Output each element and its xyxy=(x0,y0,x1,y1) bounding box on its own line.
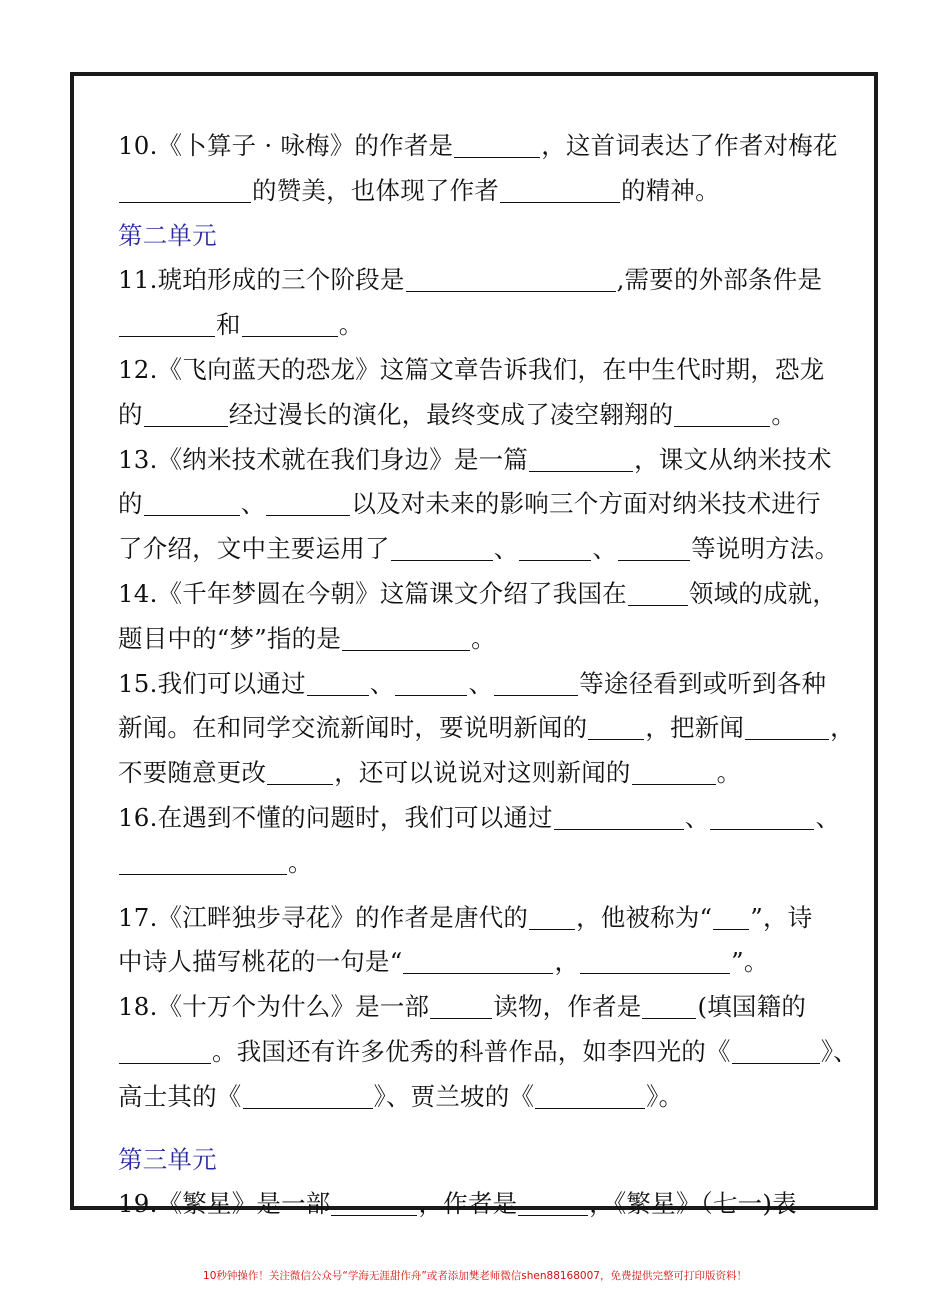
question-12-line-1: 12.《飞向蓝天的恐龙》这篇文章告诉我们，在中生代时期，恐龙 xyxy=(118,354,825,384)
answer-blank[interactable] xyxy=(395,671,467,696)
question-14-line-1: 14.《千年梦圆在今朝》这篇课文介绍了我国在 领域的成就， xyxy=(118,578,838,608)
question-18-line-2: 。我国还有许多优秀的科普作品，如李四光的《 》、 xyxy=(118,1030,833,1075)
question-18-line-1: 18.《十万个为什么》是一部 读物，作者是 (填国籍的 xyxy=(118,992,807,1022)
question-17-line-1: 17.《江畔独步寻花》的作者是唐代的 ，他被称为“ ”，诗 xyxy=(118,902,813,932)
question-13-line-3: 了介绍，文中主要运用了 、 、 等说明方法。 xyxy=(118,534,840,564)
answer-blank[interactable] xyxy=(674,402,770,427)
question-12-line-2: 的 经过漫长的演化，最终变成了凌空翱翔的 。 xyxy=(118,399,797,429)
answer-blank[interactable] xyxy=(119,178,251,203)
question-15-line-2: 新闻。在和同学交流新闻时，要说明新闻的 ，把新闻 ， xyxy=(118,713,855,743)
answer-blank[interactable] xyxy=(618,536,690,561)
answer-blank[interactable] xyxy=(243,1084,373,1109)
answer-blank[interactable] xyxy=(519,536,591,561)
question-13-line-1: 13.《纳米技术就在我们身边》是一篇 ，课文从纳米技术 xyxy=(118,444,832,474)
question-10-line-1: 10.《卜算子 · 咏梅》的作者是 ，这首词表达了作者对梅花 xyxy=(118,131,838,160)
question-18-line-3: 高士其的《 》、贾兰坡的《 》。 xyxy=(118,1081,684,1111)
spacer xyxy=(118,1120,833,1138)
answer-blank[interactable] xyxy=(119,312,215,337)
spacer xyxy=(118,886,833,896)
answer-blank[interactable] xyxy=(119,1039,211,1064)
answer-blank[interactable] xyxy=(580,949,730,974)
question-11-line-1: 11.琥珀形成的三个阶段是 ,需要的外部条件是 xyxy=(118,265,823,295)
answer-blank[interactable] xyxy=(454,133,540,158)
answer-blank[interactable] xyxy=(144,491,240,516)
question-16-line-1: 16.在遇到不懂的问题时，我们可以通过 、 、 xyxy=(118,802,841,832)
question-15-line-1: 15.我们可以通过 、 、 等途径看到或听到各种 xyxy=(118,668,827,698)
answer-blank[interactable] xyxy=(342,626,470,651)
answer-blank[interactable] xyxy=(554,805,684,830)
answer-blank[interactable] xyxy=(242,312,338,337)
answer-blank[interactable] xyxy=(144,402,228,427)
answer-blank[interactable] xyxy=(430,994,492,1019)
question-11-line-2: 和 。 xyxy=(118,303,833,348)
question-16-line-2: 。 xyxy=(118,841,833,886)
answer-blank[interactable] xyxy=(331,1191,417,1216)
question-17-line-2: 中诗人描写桃花的一句是“ ， ”。 xyxy=(118,947,769,977)
answer-blank[interactable] xyxy=(406,267,616,292)
answer-blank[interactable] xyxy=(628,581,688,606)
answer-blank[interactable] xyxy=(713,905,749,930)
answer-blank[interactable] xyxy=(535,1084,645,1109)
answer-blank[interactable] xyxy=(266,491,350,516)
answer-blank[interactable] xyxy=(588,715,644,740)
unit-3-heading: 第三单元 xyxy=(118,1144,217,1174)
question-15-line-3: 不要随意更改 ，还可以说说对这则新闻的 。 xyxy=(118,758,742,788)
answer-blank[interactable] xyxy=(403,949,553,974)
answer-blank[interactable] xyxy=(494,671,578,696)
unit-2-heading: 第二单元 xyxy=(118,220,217,250)
answer-blank[interactable] xyxy=(500,178,620,203)
answer-blank[interactable] xyxy=(307,671,369,696)
footer-promo-text: 10秒钟操作！关注微信公众号“学海无涯甜作舟”或者添加樊老师微信shen88168007，免费提供完整可打印版资料！ xyxy=(203,1270,747,1282)
answer-blank[interactable] xyxy=(391,536,493,561)
question-19-line-1: 19.《繁星》是一部 ，作者是 ，《繁星》（七一)表 xyxy=(118,1189,797,1219)
answer-blank[interactable] xyxy=(529,905,575,930)
answer-blank[interactable] xyxy=(710,805,814,830)
question-13-line-2: 的 、 以及对未来的影响三个方面对纳米技术进行 xyxy=(118,489,821,519)
answer-blank[interactable] xyxy=(642,994,696,1019)
answer-blank[interactable] xyxy=(518,1191,588,1216)
answer-blank[interactable] xyxy=(732,1039,820,1064)
answer-blank[interactable] xyxy=(267,760,333,785)
answer-blank[interactable] xyxy=(745,715,829,740)
answer-blank[interactable] xyxy=(632,760,716,785)
worksheet-content xyxy=(118,124,858,1227)
question-10-line-2: 的赞美，也体现了作者 的精神。 xyxy=(118,169,833,214)
answer-blank[interactable] xyxy=(529,447,633,472)
answer-blank[interactable] xyxy=(119,850,287,875)
question-14-line-2: 题目中的“梦”指的是 。 xyxy=(118,623,496,653)
